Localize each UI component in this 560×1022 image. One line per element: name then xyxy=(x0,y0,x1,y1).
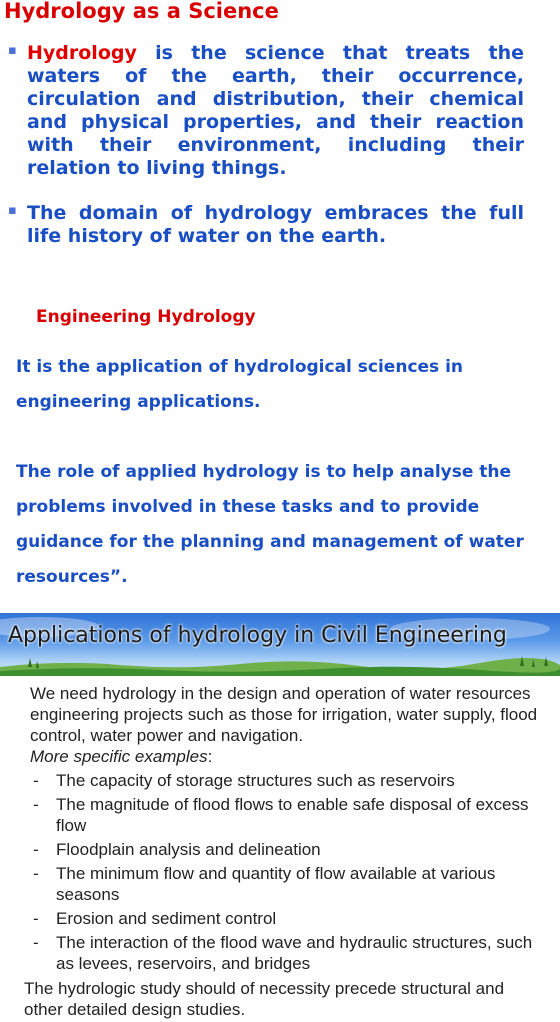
engineering-hydrology-heading: Engineering Hydrology xyxy=(36,307,256,327)
applications-banner xyxy=(0,613,560,676)
list-item-text: Floodplain analysis and delineation xyxy=(56,840,321,859)
dash-marker: - xyxy=(33,840,39,859)
examples-label-text: More specific examples xyxy=(30,747,208,766)
hydrology-definition xyxy=(27,42,524,180)
dash-marker: - xyxy=(33,864,39,883)
bullet-marker-icon: ▪ xyxy=(8,203,17,218)
applications-content xyxy=(24,683,542,1020)
list-item xyxy=(30,932,542,974)
list-item xyxy=(30,794,542,836)
examples-label xyxy=(30,746,542,767)
examples-list xyxy=(30,770,542,974)
examples-label-colon: : xyxy=(207,747,213,766)
applications-banner-title: Applications of hydrology in Civil Engineering xyxy=(8,623,507,648)
bullet-marker-icon: ▪ xyxy=(8,43,17,58)
list-item xyxy=(30,908,542,929)
dash-marker: - xyxy=(33,909,39,928)
engineering-hydrology-definition: It is the application of hydrological sciences in engineering applications. xyxy=(16,357,464,412)
list-item-text: The minimum flow and quantity of flow available at various seasons xyxy=(56,864,496,904)
dash-marker: - xyxy=(33,771,39,790)
applications-intro: We need hydrology in the design and operation of water resources engineering projects such as those for irrigation, water supply, flood control, water power and navigation. xyxy=(30,684,538,745)
slide-title: Hydrology as a Science xyxy=(4,0,279,23)
list-item xyxy=(30,839,542,860)
list-item-text: The capacity of storage structures such as reservoirs xyxy=(56,771,455,790)
dash-marker: - xyxy=(33,933,39,952)
hydrology-domain: The domain of hydrology embraces the full life history of water on the earth. xyxy=(27,202,524,247)
list-item xyxy=(30,770,542,791)
list-item-text: Erosion and sediment control xyxy=(56,909,277,928)
hydrology-definition-text: is the science that treats the waters of the earth, their occurrence, circulation and distribution, their chemical and physical properties, and their reaction with their environment, including their relation to living things. xyxy=(27,42,524,179)
list-item-text: The interaction of the flood wave and hydraulic structures, such as levees, reservoirs, and bridges xyxy=(56,933,533,973)
list-item-text: The magnitude of flood flows to enable safe disposal of excess flow xyxy=(56,795,529,835)
list-item xyxy=(30,863,542,905)
applied-hydrology-role: The role of applied hydrology is to help analyse the problems involved in these tasks and to provide guidance for the planning and management of water resources”. xyxy=(16,462,524,587)
dash-marker: - xyxy=(33,795,39,814)
hydrology-keyword: Hydrology xyxy=(27,42,137,64)
applications-closing: The hydrologic study should of necessity precede structural and other detailed design studies. xyxy=(24,979,505,1019)
